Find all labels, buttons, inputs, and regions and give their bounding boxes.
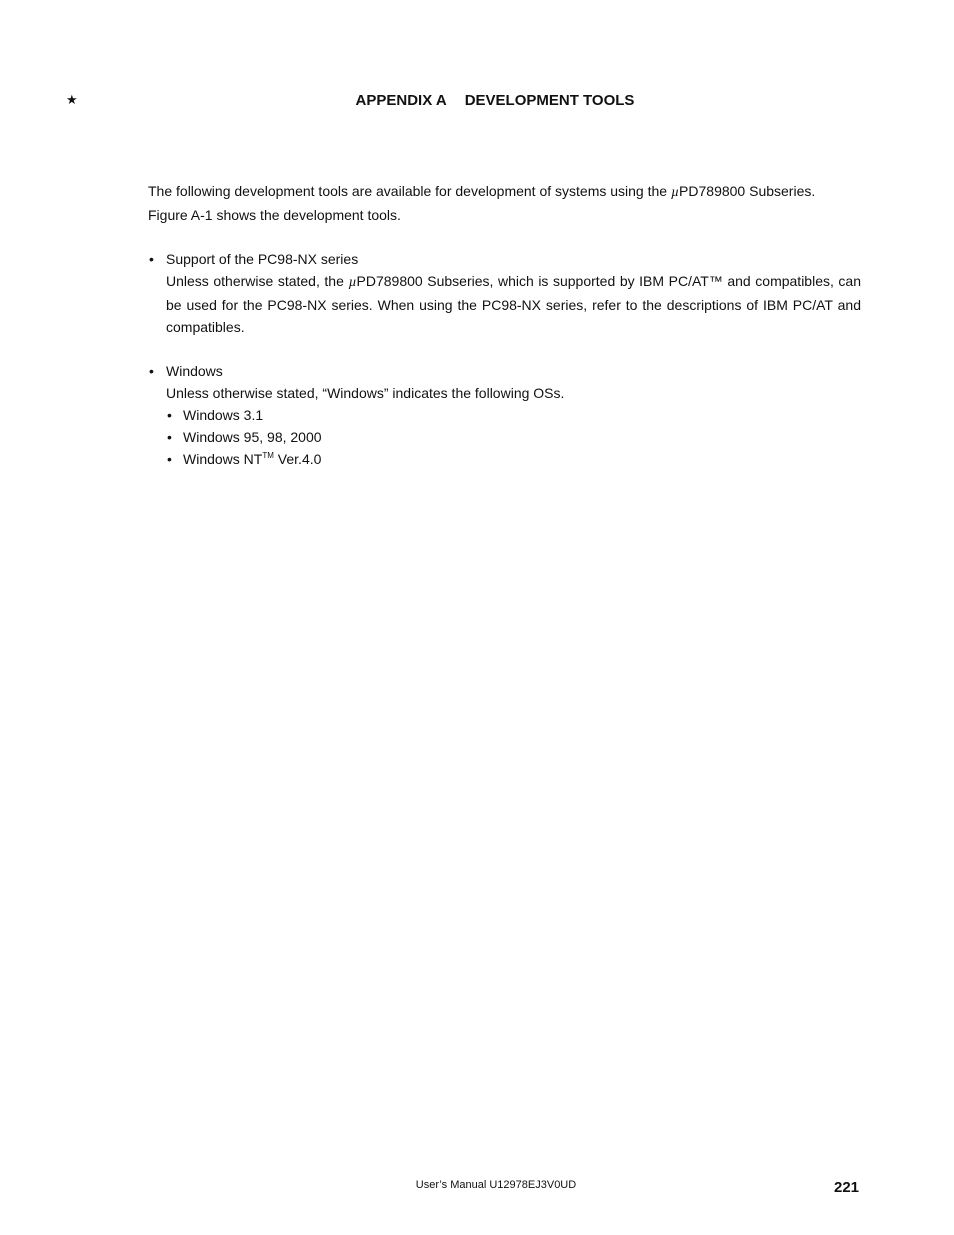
appendix-title: DEVELOPMENT TOOLS (464, 92, 635, 109)
os-item-text: Windows NT (183, 451, 263, 467)
list-item (166, 426, 861, 448)
pc98-body (148, 270, 861, 338)
pc98-title-row (148, 248, 861, 270)
page-number: 221 (834, 1179, 860, 1196)
bullet-icon: • (149, 251, 154, 267)
pc98-section (148, 248, 861, 338)
mu-symbol: µ (670, 185, 680, 200)
bullet-icon: • (149, 363, 154, 379)
windows-body: Unless otherwise stated, “Windows” indicates the following OSs. (166, 385, 565, 401)
pc98-body-post: PD789800 Subseries, which is supported by IBM PC/AT™ and compatibles, can be used for the PC98-NX series. When using the PC98-NX series, refer to the descriptions of IBM PC/AT and compatibles. (166, 273, 862, 335)
trademark-mark: TM (262, 451, 274, 460)
windows-title-row (148, 360, 861, 382)
intro-paragraph (148, 180, 861, 226)
os-item-text: Windows 3.1 (183, 407, 264, 423)
intro-line1-pre: The following development tools are available for development of systems using the (148, 183, 671, 199)
list-item (166, 448, 861, 470)
mu-symbol: µ (348, 275, 357, 290)
bullet-icon: • (167, 407, 172, 423)
pc98-title: Support of the PC98-NX series (166, 251, 359, 267)
page-heading (0, 92, 954, 110)
footer-manual-id: User’s Manual U12978EJ3V0UD (415, 1179, 577, 1191)
list-item (166, 404, 861, 426)
intro-line2: Figure A-1 shows the development tools. (148, 207, 401, 223)
os-item-text: Windows 95, 98, 2000 (183, 429, 322, 445)
windows-os-list (148, 404, 861, 470)
star-marker-icon: ★ (66, 92, 78, 107)
os-item-text-post: Ver.4.0 (273, 451, 322, 467)
intro-line1-post: PD789800 Subseries. (679, 183, 816, 199)
bullet-icon: • (167, 429, 172, 445)
appendix-label: APPENDIX A (355, 92, 447, 109)
windows-section (148, 360, 861, 470)
bullet-icon: • (167, 451, 172, 467)
windows-title: Windows (166, 363, 223, 379)
page-content (148, 180, 861, 470)
pc98-body-pre: Unless otherwise stated, the (166, 273, 349, 289)
